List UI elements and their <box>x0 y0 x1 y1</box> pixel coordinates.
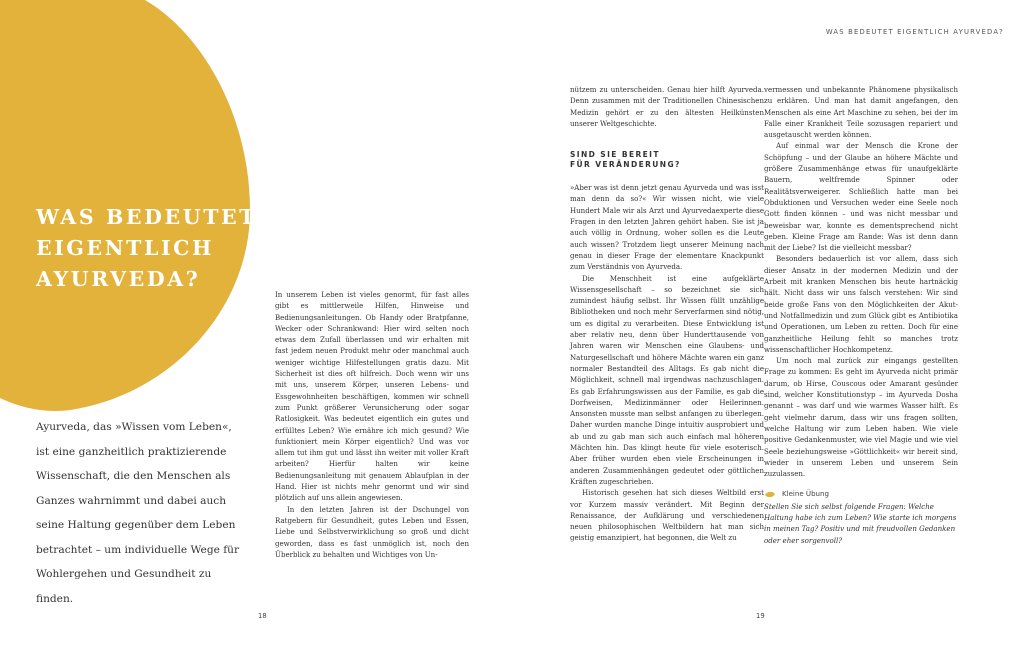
chapter-title-line: WAS BEDEUTET <box>36 205 258 229</box>
exercise-label-row <box>764 488 958 499</box>
leaf-icon <box>764 491 776 498</box>
chapter-title-line: EIGENTLICH <box>36 236 215 260</box>
paragraph: Die Menschheit ist eine aufgeklärte Wissensgesellschaft – so bezeichnet sie sich zumindest häufig selbst. Ihr Wissen füllt unzählige Bibliotheken und noch mehr Serverfarmen sind nötig, um es digital zu verarbeiten. Diese Entwicklung ist aber relativ neu, denn über Hunderttausende von Jahren waren wir Menschen eine Glaubens- und Naturgesellschaft und höhere Mächte waren ein ganz normaler Bestandteil des Alltags. Es gab nicht die Möglichkeit, schnell mal irgendwas nachzuschlagen. Es gab Erfahrungswissen aus der Familie, es gab die Dorfweisen, Medizinmänner oder Heilerinnen. Ansonsten musste man selbst anfangen zu überlegen. Daher wurden manche Dinge intuitiv ausprobiert und ab und zu gab man sich auch einfach mal höheren Mächten hin. Das klingt heute für viele esoterisch. Aber früher wurden eben viele Erscheinungen in anderen Zusammenhängen gedeutet oder göttlichen Kräften zugeschrieben. <box>570 273 764 486</box>
chapter-title <box>36 202 257 295</box>
paragraph: vermessen und unbekannte Phänomene physikalisch zu erklären. Und man hat damit angefangen, den Menschen als eine Art Maschine zu sehen, bei der im Falle einer Krankheit Teile sozusagen repariert und ausgetauscht werden können. <box>764 85 958 140</box>
page-number-right: 19 <box>756 612 765 620</box>
paragraph: Um noch mal zurück zur eingangs gestellten Frage zu kommen: Es geht im Ayurveda nicht primär darum, ob Hirse, Couscous oder Amarant gesünder sind, welcher Konstitutionstyp – im Ayurveda Dosha genannt – was darf und wie warmes Wasser hilft. Es geht vielmehr darum, dass wir uns fragen sollten, welche Haltung wir zum Leben haben. Wie viele positive Gedankenmuster, wie viel Magie und wie viel Seele beziehungsweise »Göttlichkeit« wir bereit sind, wieder in unserem Leben und unserem Sein zuzulassen. <box>764 356 958 479</box>
paragraph: Historisch gesehen hat sich dieses Weltbild erst vor Kurzem massiv verändert. Mit Beginn der Renaissance, der Aufklärung und verschiedenen neuen philosophischen Weltbildern hat man sich geistig emanzipiert, hat begonnen, die Welt zu <box>570 488 764 543</box>
paragraph: In unserem Leben ist vieles genormt, für fast alles gibt es mittlerweile Hilfen, Hinweise und Bedienungsanleitungen. Ob Handy oder Bratpfanne, Wecker oder Schrankwand: Hier wird selten noch etwas dem Zufall überlassen und wir erhalten mit fast jedem neuen Produkt mehr oder manchmal auch weniger wichtige Hilfestellungen gratis dazu. Mit Sicherheit ist dies oft hilfreich. Doch wenn wir uns mit uns, unserem Körper, unseren Lebens- und Essgewohnheiten beschäftigen, kommen wir schnell zum Punkt größerer Verunsicherung oder sogar Ratlosigkeit. Was bedeutet eigentlich ein gutes und erfülltes Leben? Wie ernähre ich mich gesund? Wie funktioniert mein Körper eigentlich? Und was vor allem tut ihm gut und lässt ihn weiter mit voller Kraft arbeiten? Hierfür halten wir keine Bedienungsanleitung mit genauem Ablaufplan in der Hand. Hier ist nichts mehr genormt und wir sind plötzlich auf uns allein angewiesen. <box>275 290 469 503</box>
chapter-title-line: AYURVEDA? <box>36 267 201 291</box>
body-column-1 <box>275 289 469 560</box>
paragraph: In den letzten Jahren ist der Dschungel von Ratgebern für Gesundheit, gutes Leben und Essen, Liebe und Selbstverwirklichung so groß und dicht geworden, dass es fast unmöglich ist, noch den Überblick zu behalten und Wichtiges von Un- <box>275 504 469 559</box>
exercise-box <box>764 488 958 545</box>
body-column-3 <box>764 84 958 546</box>
page-number-left: 18 <box>258 612 267 620</box>
section-heading <box>570 150 764 170</box>
section-heading-line: SIND SIE BEREIT <box>570 150 660 160</box>
section-heading-line: FÜR VERÄNDERUNG? <box>570 160 681 170</box>
exercise-label: Kleine Übung <box>782 489 829 499</box>
paragraph: nützem zu unterscheiden. Genau hier hilft Ayurveda. Denn zusammen mit der Traditionellen Chinesischen Medizin gehört er zu den ältesten Heilkünsten unserer Weltgeschichte. <box>570 85 764 128</box>
intro-text: Ayurveda, das »Wissen vom Leben«, ist eine ganzheitlich praktizierende Wissenschaft, die den Menschen als Ganzes wahrnimmt und dabei auch seine Haltung gegenüber dem Leben betrachtet – um individuelle Wege für Wohlergehen und Gesundheit zu finden. <box>36 421 240 605</box>
paragraph: »Aber was ist denn jetzt genau Ayurveda und was isst man denn da so?« Wir wissen nicht, wie viele Hundert Male wir als Arzt und Ayurvedaexperte diese Fragen in den letzten Jahren gehört haben. Sie ist ja auch völlig in Ordnung, woher sollen es die Leute auch wissen? Trotzdem liegt unserer Meinung nach genau in dieser Frage der elementare Knackpunkt zum Verständnis von Ayurveda. <box>570 183 764 272</box>
paragraph: Besonders bedauerlich ist vor allem, dass sich dieser Ansatz in der modernen Medizin und der Arbeit mit kranken Menschen bis heute hartnäckig hält. Nicht dass wir uns falsch verstehen: Wir sind beide große Fans von den Möglichkeiten der Akut- und Notfallmedizin und zum Glück gibt es Antibiotika und Operationen, um Leben zu retten. Doch für eine ganzheitliche Heilung fehlt so manches trotz wissenschaftlicher Hochkompetenz. <box>764 254 958 354</box>
running-head: WAS BEDEUTET EIGENTLICH AYURVEDA? <box>825 28 1004 36</box>
body-column-2 <box>570 84 764 544</box>
exercise-text: Stellen Sie sich selbst folgende Fragen: Welche Haltung habe ich zum Leben? Wie starte ich morgens in meinen Tag? Positiv und mit freudvollen Gedanken oder eher sorgenvoll? <box>764 501 957 545</box>
paragraph: Auf einmal war der Mensch die Krone der Schöpfung – und der Glaube an höhere Mächte und größere Zusammenhänge etwas für unaufgeklärte Bauern, weltfremde Spinner oder Realitätsverweigerer. Schließlich hatte man bei Obduktionen und Versuchen weder eine Seele noch Gott finden können – und was nicht messbar und beweisbar war, konnte es dementsprechend nicht geben. Kleine Frage am Rande: Was ist denn dann mit der Liebe? Ist die vielleicht messbar? <box>764 141 958 253</box>
